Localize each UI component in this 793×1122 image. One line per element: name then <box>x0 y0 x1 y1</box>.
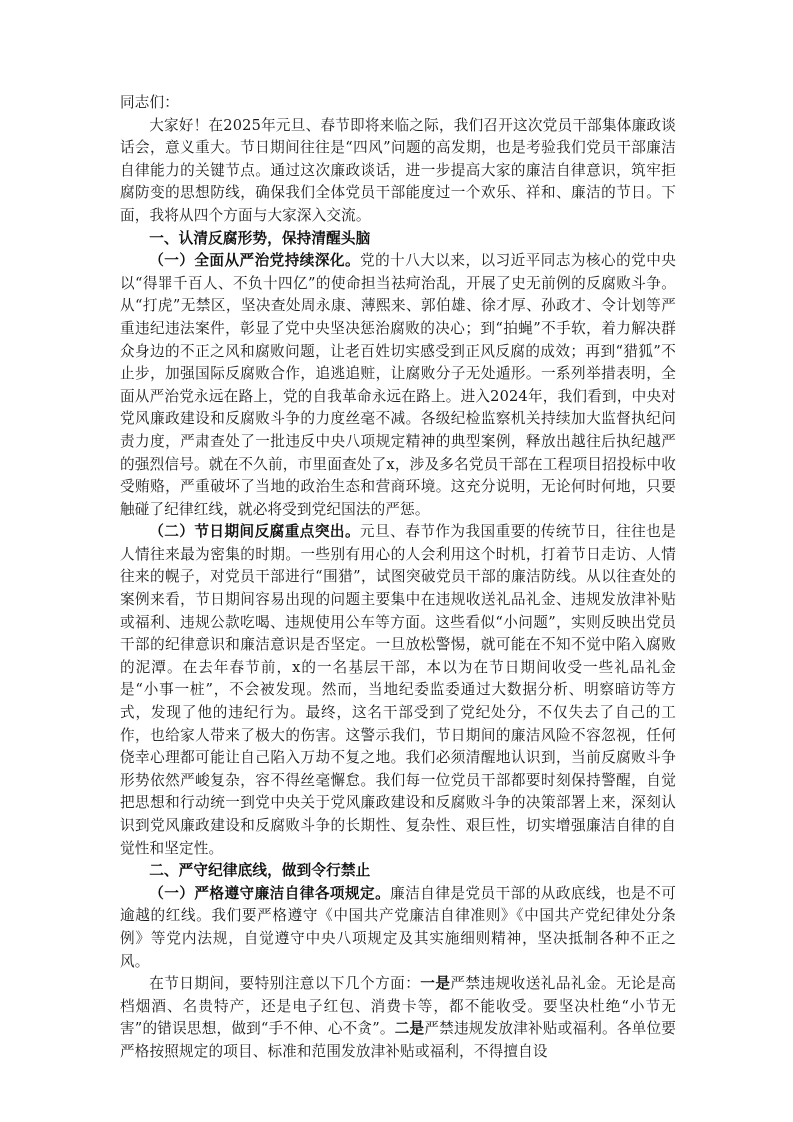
subheading-1-1: （一）全面从严治党持续深化。 <box>149 252 361 270</box>
salutation: 同志们： <box>120 94 179 111</box>
paragraph-2-2-point-2: 严禁违规发放津补贴或福利。各单位要严格按照规定的项目、标准和范围发放津补贴或福利，不得擅自设 <box>120 1020 676 1060</box>
marker-second: 二是 <box>394 1020 425 1038</box>
paragraph-2-2-start: 在节日期间，要特别注意以下几个方面： <box>149 975 421 993</box>
paragraph-2-1 <box>120 883 676 973</box>
paragraph-1-1-body: 党的十八大以来，以习近平同志为核心的党中央以“得罪千百人、不负十四亿”的使命担当祛疴治乱，开展了史无前例的反腐败斗争。从“打虎”无禁区，坚决查处周永康、薄熙来、郭伯雄、徐才厚、孙政才、令计划等严重违纪违法案件，彰显了党中央坚决惩治腐败的决心；到“拍蝇”不手软，着力解决群众身边的不正之风和腐败问题，让老百姓切实感受到正风反腐的成效；再到“猎狐”不止步，加强国际反腐败合作，追逃追赃，让腐败分子无处遁形。一系列举措表明，全面从严治党永远在路上，党的自我革命永远在路上。进入2024年，我们看到，中央对党风廉政建设和反腐败斗争的力度丝毫不减。各级纪检监察机关持续加大监督执纪问责力度，严肃查处了一批违反中央八项规定精神的典型案例，释放出越往后执纪越严的强烈信号。就在不久前，市里面查处了x，涉及多名党员干部在工程项目招投标中收受贿赂，严重破坏了当地的政治生态和营商环境。这充分说明，无论何时何地，只要触碰了纪律红线，就必将受到党纪国法的严惩。 <box>120 252 677 518</box>
marker-first: 一是 <box>420 975 451 993</box>
intro-paragraph: 大家好！在2025年元旦、春节即将来临之际，我们召开这次党员干部集体廉政谈话会，意义重大。节日期间往往是“四风”问题的高发期，也是考验我们党员干部廉洁自律能力的关键节点。通过这次廉政谈话，进一步提高大家的廉洁自律意识，筑牢拒腐防变的思想防线，确保我们全体党员干部能度过一个欢乐、祥和、廉洁的节日。下面，我将从四个方面与大家深入交流。 <box>120 116 676 224</box>
subheading-2-1: （一）严格遵守廉洁自律各项规定。 <box>149 884 391 902</box>
paragraph-1-2-body: 元旦、春节作为我国重要的传统节日，往往也是人情往来最为密集的时期。一些别有用心的人会利用这个时机，打着节日走访、人情往来的幌子，对党员干部进行“围猎”，试图突破党员干部的廉洁防线。从以往查处的案例来看，节日期间容易出现的问题主要集中在违规收送礼品礼金、违规发放津补贴或福利、违规公款吃喝、违规使用公车等方面。这些看似“小问题”，实则反映出党员干部的纪律意识和廉洁意识是否坚定。一旦放松警惕，就可能在不知不觉中陷入腐败的泥潭。在去年春节前，x的一名基层干部，本以为在节日期间收受一些礼品礼金是“小事一桩”，不会被发现。然而，当地纪委监委通过大数据分析、明察暗访等方式，发现了他的违纪行为。最终，这名干部受到了党纪处分，不仅失去了自己的工作，也给家人带来了极大的伤害。这警示我们，节日期间的廉洁风险不容忽视，任何侥幸心理都可能让自己陷入万劫不复之地。我们必须清醒地认识到，当前反腐败斗争形势依然严峻复杂，容不得丝毫懈怠。我们每一位党员干部都要时刻保持警醒，自觉把思想和行动统一到党中央关于党风廉政建设和反腐败斗争的决策部署上来，深刻认识到党风廉政建设和反腐败斗争的长期性、复杂性、艰巨性，切实增强廉洁自律的自觉性和坚定性。 <box>120 523 677 857</box>
paragraph-1-2 <box>120 521 676 860</box>
document-body <box>120 92 676 1064</box>
section-heading-2: 二、严守纪律底线，做到令行禁止 <box>149 862 371 880</box>
paragraph-2-2 <box>120 973 676 1063</box>
paragraph-2-2-point-1: 严禁违规收送礼品礼金。无论是高档烟酒、名贵特产，还是电子红包、消费卡等，都不能收受。要坚决杜绝“小节无害”的错误思想，做到“手不伸、心不贪”。 <box>120 975 676 1038</box>
paragraph-1-1 <box>120 250 676 521</box>
paragraph-2-1-body: 廉洁自律是党员干部的从政底线，也是不可逾越的红线。我们要严格遵守《中国共产党廉洁自律准则》《中国共产党纪律处分条例》等党内法规，自觉遵守中央八项规定及其实施细则精神，坚决抵制各种不正之风。 <box>120 884 676 970</box>
subheading-1-2: （二）节日期间反腐重点突出。 <box>149 523 361 541</box>
section-heading-1: 一、认清反腐形势，保持清醒头脑 <box>149 229 371 247</box>
